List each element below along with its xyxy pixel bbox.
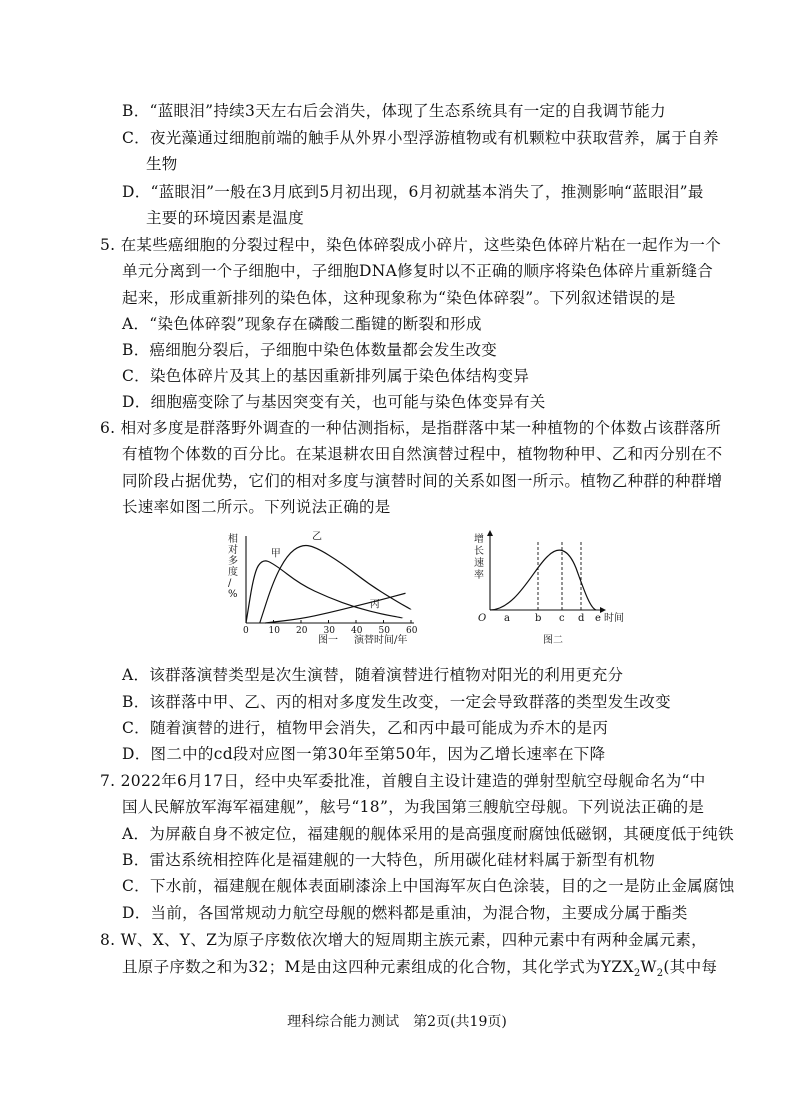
figure-one-series-label: 乙 <box>312 531 322 543</box>
option-c-q6: C．随着演替的进行，植物甲会消失，乙和丙中最可能成为乔木的是丙 <box>122 719 609 737</box>
figure-one-ylabel-char: 对 <box>228 545 238 556</box>
figure-one-x-tick-label: 50 <box>378 626 390 636</box>
figure-one-series-label: 丙 <box>369 599 380 611</box>
figure-one-ylabel-char: / <box>228 578 232 589</box>
question-7-stem: 7. 2022年6月17日，经中央军委批准，首艘自主设计建造的弹射型航空母舰命名为“中 <box>100 772 706 790</box>
figure-one-caption: 图一 <box>318 635 338 646</box>
question-6-stem-3: 同阶段占据优势，它们的相对多度与演替时间的关系如图一所示。植物乙种群的种群增 <box>122 472 723 490</box>
figure-one <box>222 528 422 653</box>
figure-one-curve <box>265 593 405 623</box>
figure-one-ylabel <box>228 532 238 600</box>
option-b-q5: B．癌细胞分裂后，子细胞中染色体数量都会发生改变 <box>122 341 498 359</box>
question-6-stem: 6. 相对多度是群落野外调查的一种估测指标，是指群落中某一种植物的个体数占该群落所 <box>100 419 722 437</box>
figure-one-ylabel-char: 多 <box>228 556 238 567</box>
option-a-q7: A．为屏蔽自身不被定位，福建舰的舰体采用的是高强度耐腐蚀低磁钢，其硬度低于纯铁 <box>122 825 734 843</box>
option-c-q4-cont: 生物 <box>146 155 178 173</box>
option-b-q6: B．该群落中甲、乙、丙的相对多度发生改变，一定会导致群落的类型发生改变 <box>122 693 671 711</box>
option-a-q5: A．“染色体碎裂”现象存在磷酸二酯键的断裂和形成 <box>122 315 482 333</box>
option-c-q7: C．下水前，福建舰在舰体表面刷漆涂上中国海军灰白色涂装，目的之一是防止金属腐蚀 <box>122 877 735 895</box>
figure-two-mark-a: a <box>504 613 510 624</box>
figure-two-ylabel-char: 速 <box>474 558 484 569</box>
figure-one-x-tick-label: 10 <box>268 626 280 636</box>
option-a-q6: A．该群落演替类型是次生演替，随着演替进行植物对阳光的利用更充分 <box>122 666 624 684</box>
figure-one-x-tick-label: 40 <box>351 626 363 636</box>
figure-two <box>468 528 628 653</box>
figure-one-x-tick-label: 20 <box>296 626 308 636</box>
figure-two-ylabel <box>474 532 484 581</box>
figure-one-x-tick-label: 0 <box>243 626 249 636</box>
figure-one-ylabel-char: % <box>228 589 238 600</box>
question-6-stem-4: 长速率如图二所示。下列说法正确的是 <box>122 498 391 516</box>
figure-one-xlabel: 演替时间/年 <box>354 635 408 646</box>
figure-two-mark-c: c <box>559 613 565 624</box>
option-d-q5: D．细胞癌变除了与基因突变有关，也可能与染色体变异有关 <box>122 393 546 411</box>
option-c-q4: C．夜光藻通过细胞前端的触手从外界小型浮游植物或有机颗粒中获取营养，属于自养 <box>122 129 719 147</box>
option-d-q7: D．当前，各国常规动力航空母舰的燃料都是重油，为混合物，主要成分属于酯类 <box>122 904 688 922</box>
question-5-stem-3: 起来，形成重新排列的染色体，这种现象称为“染色体碎裂”。下列叙述错误的是 <box>122 289 676 307</box>
figure-one-series-label: 甲 <box>270 548 281 560</box>
option-b-q4: B．“蓝眼泪”持续3天左右后会消失，体现了生态系统具有一定的自我调节能力 <box>122 102 666 120</box>
figure-one-x-tick-label: 60 <box>406 626 418 636</box>
figure-two-growth-curve <box>490 550 596 610</box>
figure-two-ylabel-char: 率 <box>474 570 484 581</box>
figure-two-mark-e: e <box>595 613 601 624</box>
question-7-stem-2: 国人民解放军海军福建舰”，舷号“18”，为我国第三艘航空母舰。下列说法正确的是 <box>122 798 705 816</box>
option-d-q4: D．“蓝眼泪”一般在3月底到5月初出现，6月初就基本消失了，推测影响“蓝眼泪”最 <box>122 183 704 201</box>
option-d-q4-cont: 主要的环境因素是温度 <box>146 209 305 227</box>
figure-two-caption: 图二 <box>543 635 563 646</box>
page-footer: 理科综合能力测试 第2页(共19页) <box>287 1014 507 1030</box>
figure-two-origin: O <box>478 613 487 624</box>
option-b-q7: B．雷达系统相控阵化是福建舰的一大特色，所用碳化硅材料属于新型有机物 <box>122 851 656 869</box>
question-6-stem-2: 有植物个体数的百分比。在某退耕农田自然演替过程中，植物物种甲、乙和丙分别在不 <box>122 445 723 463</box>
option-d-q6: D．图二中的cd段对应图一第30年至第50年，因为乙增长速率在下降 <box>122 745 606 763</box>
question-8-stem-2 <box>122 957 717 984</box>
question-8-text-after: (其中每 <box>663 958 718 976</box>
figure-one-ylabel-char: 相 <box>228 534 238 545</box>
question-8-stem: 8. W、X、Y、Z为原子序数依次增大的短周期主族元素，四种元素中有两种金属元素， <box>100 931 707 949</box>
question-8-text-before: 且原子序数之和为32；M是由这四种元素组成的化合物，其化学式为YZX <box>122 958 634 976</box>
option-c-q5: C．染色体碎片及其上的基因重新排列属于染色体结构变异 <box>122 367 530 385</box>
figure-one-x-tick-label: 30 <box>323 626 335 636</box>
formula-subscript-2: 2 <box>656 968 664 980</box>
question-5-stem-2: 单元分离到一个子细胞中，子细胞DNA修复时以不正确的顺序将染色体碎片重新缝合 <box>122 262 714 280</box>
formula-w: W <box>640 958 657 976</box>
figure-two-y-arrow <box>487 530 493 536</box>
figure-two-ylabel-char: 增 <box>474 534 484 545</box>
figure-two-xlabel: 时间 <box>604 613 624 624</box>
question-5-stem: 5. 在某些癌细胞的分裂过程中，染色体碎裂成小碎片，这些染色体碎片粘在一起作为一个 <box>100 236 722 254</box>
figure-two-ylabel-char: 长 <box>474 546 484 557</box>
formula-subscript-1: 2 <box>633 968 641 980</box>
figure-two-mark-d: d <box>578 613 585 624</box>
figure-one-ylabel-char: 度 <box>228 567 238 578</box>
figure-two-mark-b: b <box>535 613 542 624</box>
